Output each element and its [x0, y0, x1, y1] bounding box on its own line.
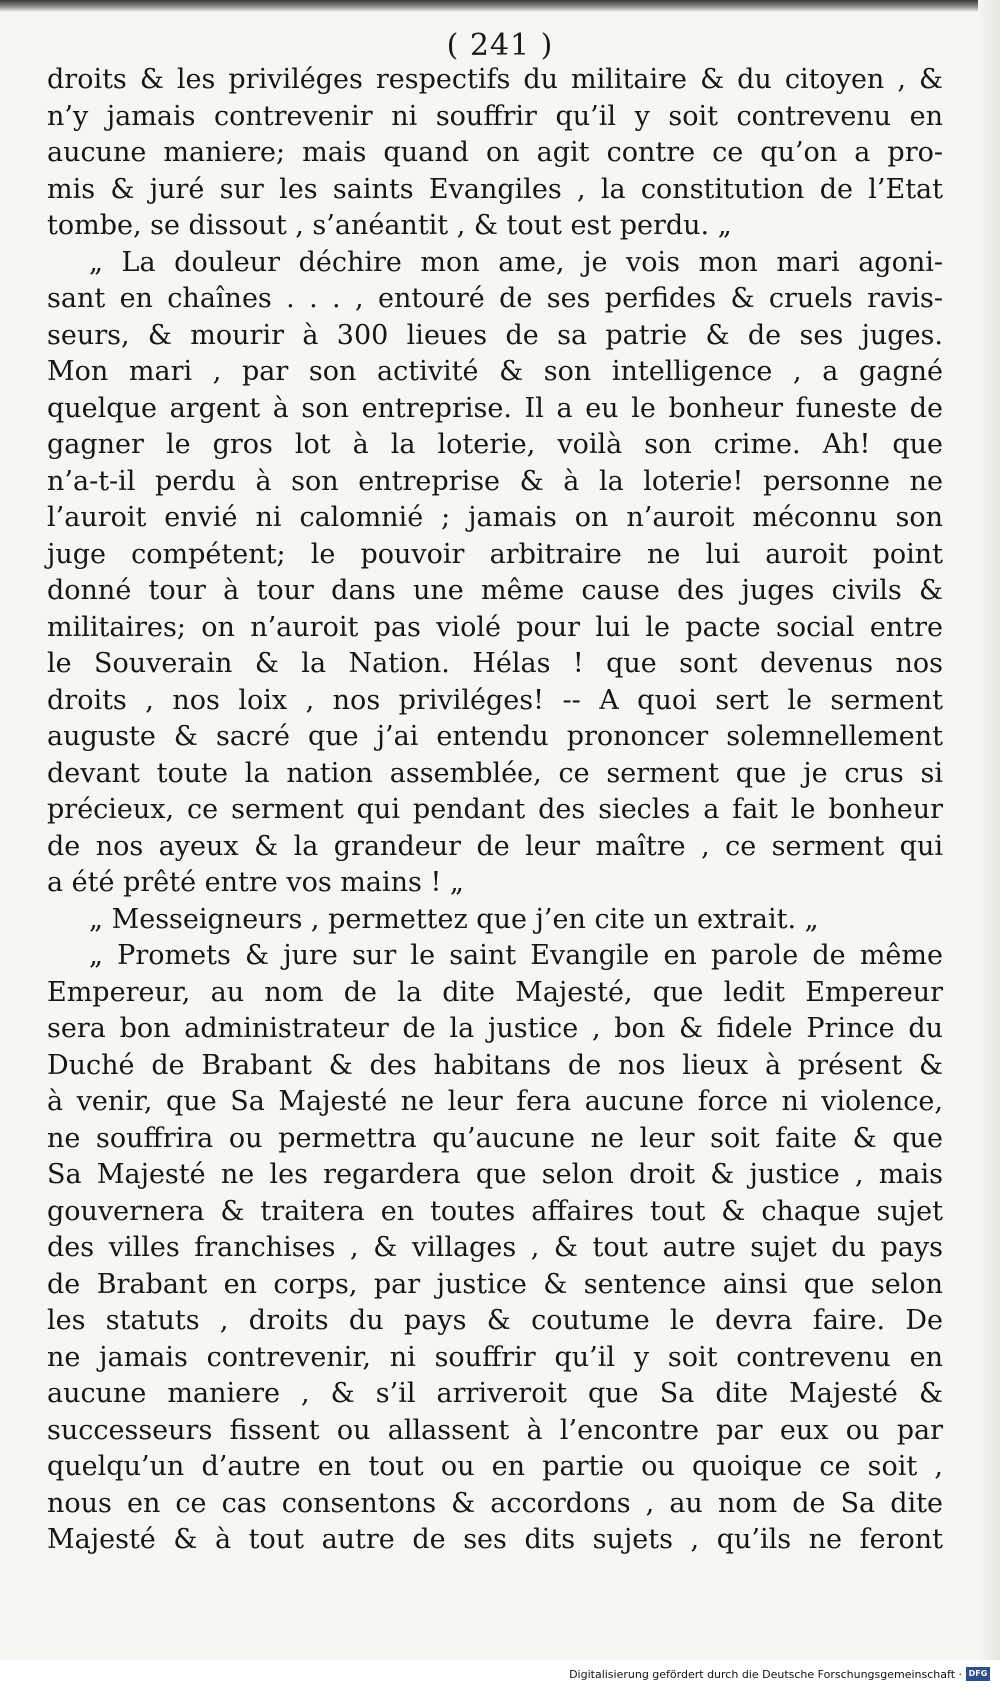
- text-line: à venir, que Sa Majesté ne leur fera aucune force ni violence,: [47, 1086, 943, 1117]
- text-line: l’auroit envié ni calomnié ; jamais on n’auroit méconnu son: [47, 502, 943, 533]
- text-line: le Souverain & la Nation. Hélas ! que sont devenus nos: [47, 648, 943, 679]
- footer-bar: [0, 1660, 1000, 1688]
- text-line: sant en chaînes . . . , entouré de ses perfides & cruels ravis-: [47, 283, 943, 314]
- text-line: donné tour à tour dans une même cause des juges civils &: [47, 575, 943, 606]
- text-line: aucune maniere; mais quand on agit contre ce qu’on a pro-: [47, 137, 943, 168]
- text-line: des villes franchises , & villages , & tout autre sujet du pays: [47, 1232, 943, 1263]
- text-line: mis & juré sur les saints Evangiles , la constitution de l’Etat: [47, 173, 943, 205]
- text-line: militaires; on n’auroit pas violé pour lui le pacte social entre: [47, 611, 943, 643]
- page-top-edge: [0, 0, 1000, 12]
- text-line: quelqu’un d’autre en tout ou en partie ou quoique ce soit ,: [47, 1451, 943, 1482]
- text-line: de nos ayeux & la grandeur de leur maître , ce serment qui: [47, 830, 943, 862]
- text-line: Sa Majesté ne les regardera que selon droit & justice , mais: [47, 1159, 943, 1190]
- text-line: „ Messeigneurs , permettez que j’en cite un extrait. „: [89, 903, 819, 935]
- text-line: „ Promets & jure sur le saint Evangile en parole de même: [89, 940, 943, 971]
- text-line: gouvernera & traitera en toutes affaires tout & chaque sujet: [47, 1195, 943, 1227]
- text-line: devant toute la nation assemblée, ce serment que je crus si: [47, 757, 943, 789]
- page-body-text: [47, 62, 943, 1559]
- text-line: Mon mari , par son activité & son intelligence , a gagné: [47, 356, 943, 387]
- page-right-shadow: [978, 0, 1000, 1660]
- text-line: auguste & sacré que j’ai entendu prononcer solemnellement: [47, 721, 943, 752]
- text-line: droits , nos loix , nos priviléges! -- A quoi sert le serment: [47, 684, 943, 716]
- text-line: Empereur, au nom de la dite Majesté, que ledit Empereur: [47, 976, 943, 1008]
- text-line: Duché de Brabant & des habitans de nos lieux à présent &: [47, 1049, 943, 1081]
- text-line: aucune maniere , & s’il arriveroit que Sa dite Majesté &: [47, 1378, 943, 1409]
- text-line: quelque argent à son entreprise. Il a eu le bonheur funeste de: [47, 392, 943, 424]
- digitization-credit: Digitalisierung gefördert durch die Deutsche Forschungsgemeinschaft ·: [569, 1668, 962, 1681]
- text-line: sera bon administrateur de la justice , bon & fidele Prince du: [47, 1013, 943, 1044]
- text-line: a été prêté entre vos mains ! „: [47, 867, 464, 898]
- text-line: ne souffrira ou permettra qu’aucune ne leur soit faite & que: [47, 1122, 943, 1154]
- text-line: tombe, se dissout , s’anéantit , & tout est perdu. „: [47, 210, 732, 241]
- text-line: droits & les priviléges respectifs du militaire & du citoyen , &: [47, 64, 943, 95]
- page-number: ( 241 ): [446, 28, 554, 63]
- dfg-logo: DFG: [966, 1667, 990, 1681]
- text-line: n’y jamais contrevenir ni souffrir qu’il y soit contrevenu en: [47, 100, 943, 132]
- text-line: Majesté & à tout autre de ses dits sujets , qu’ils ne feront: [47, 1524, 943, 1555]
- text-line: précieux, ce serment qui pendant des siecles a fait le bonheur: [47, 794, 943, 825]
- text-line: seurs, & mourir à 300 lieues de sa patrie & de ses juges.: [47, 319, 943, 351]
- text-line: successeurs fissent ou allassent à l’encontre par eux ou par: [47, 1414, 943, 1446]
- text-line: nous en ce cas consentons & accordons , au nom de Sa dite: [47, 1487, 943, 1519]
- text-line: juge compétent; le pouvoir arbitraire ne lui auroit point: [47, 538, 943, 570]
- text-line: n’a-t-il perdu à son entreprise & à la loterie! personne ne: [47, 465, 943, 497]
- text-line: gagner le gros lot à la loterie, voilà son crime. Ah! que: [47, 429, 943, 460]
- text-line: de Brabant en corps, par justice & sentence ainsi que selon: [47, 1268, 943, 1300]
- text-line: les statuts , droits du pays & coutume le devra faire. De: [47, 1305, 943, 1336]
- text-line: „ La douleur déchire mon ame, je vois mon mari agoni-: [89, 246, 943, 278]
- text-line: ne jamais contrevenir, ni souffrir qu’il y soit contrevenu en: [47, 1341, 943, 1373]
